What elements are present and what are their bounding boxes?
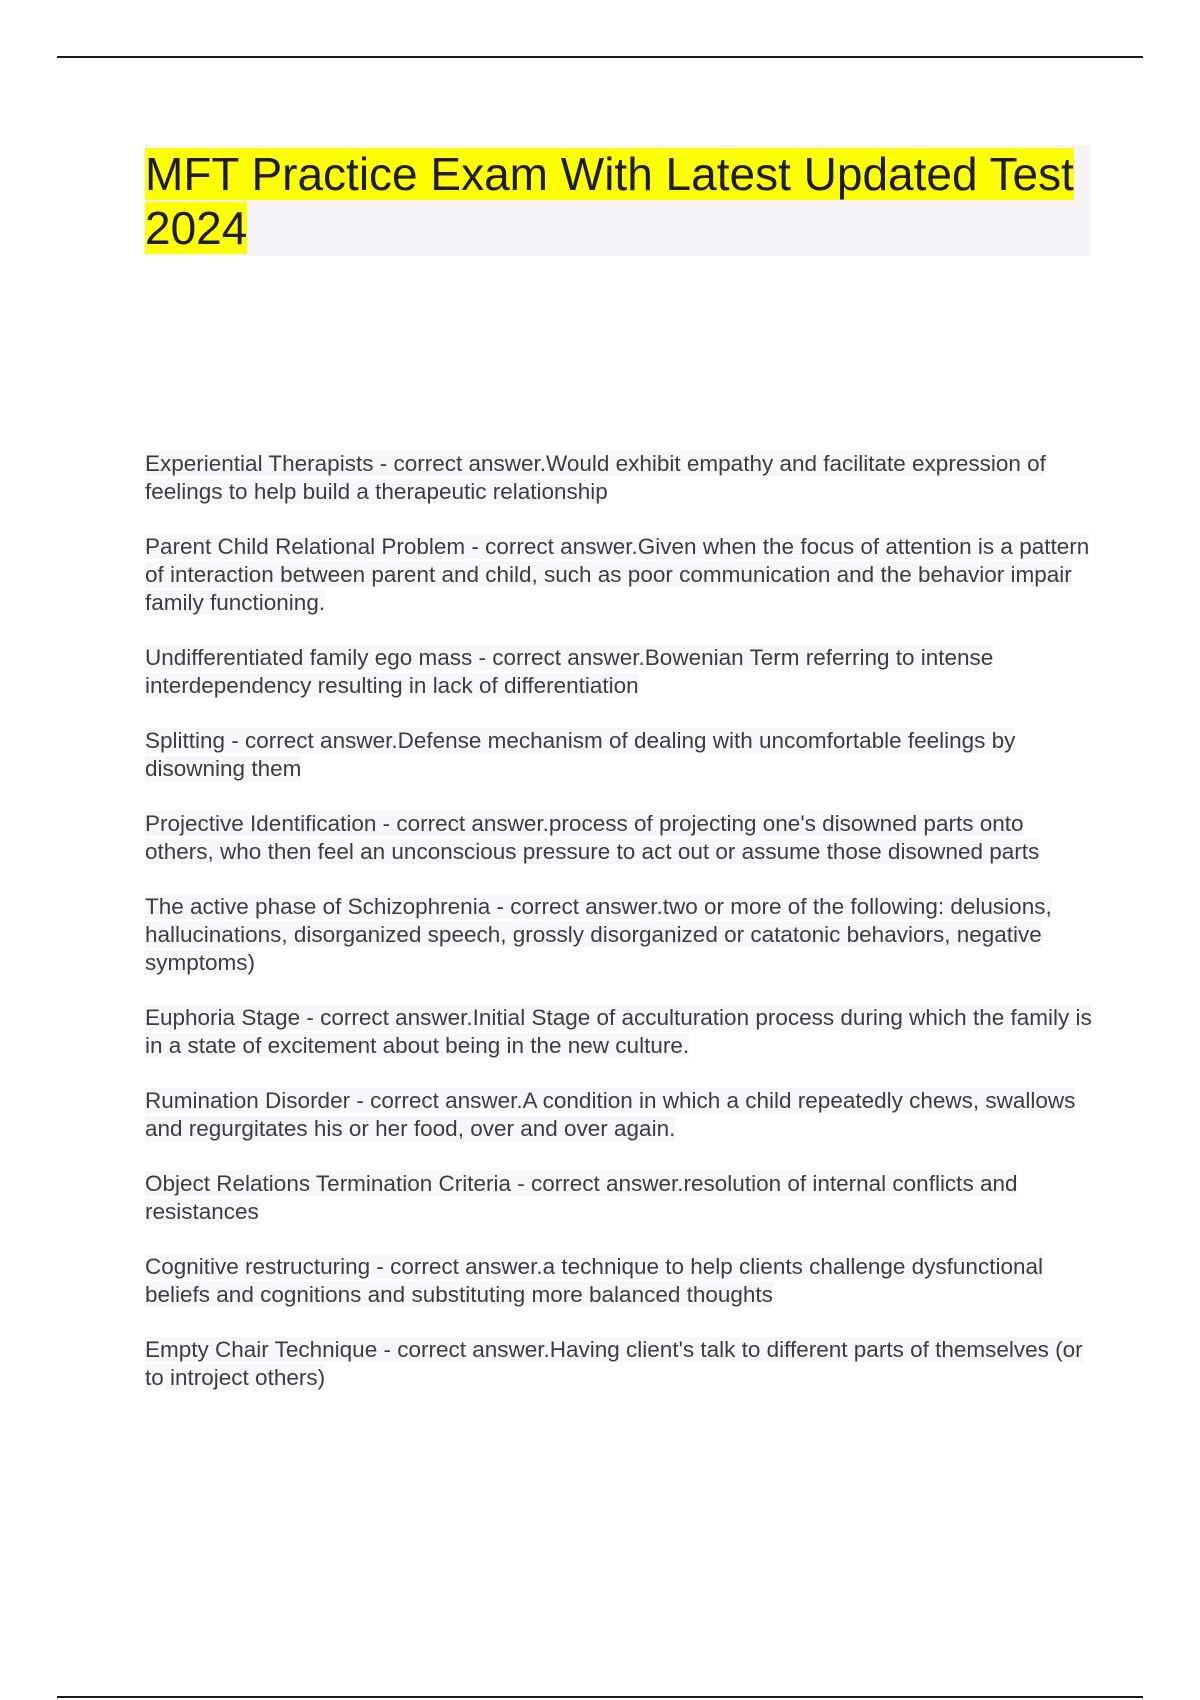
list-item xyxy=(145,810,1095,866)
list-item xyxy=(145,1087,1095,1143)
list-item xyxy=(145,1170,1095,1226)
list-item xyxy=(145,1336,1095,1392)
list-item-text: The active phase of Schizophrenia - correct answer.two or more of the following: delusions, hallucinations, disorganized speech, grossly disorganized or catatonic behaviors, negative symptoms) xyxy=(145,894,1052,975)
list-item-text: Rumination Disorder - correct answer.A condition in which a child repeatedly chews, swallows and regurgitates his or her food, over and over again. xyxy=(145,1088,1076,1141)
list-item xyxy=(145,533,1095,617)
top-divider xyxy=(57,56,1143,58)
document-title-highlight: MFT Practice Exam With Latest Updated Test 2024 xyxy=(145,148,1074,254)
list-item-text: Object Relations Termination Criteria - correct answer.resolution of internal conflicts and resistances xyxy=(145,1171,1018,1224)
title-block xyxy=(145,145,1091,256)
list-item-text: Projective Identification - correct answer.process of projecting one's disowned parts onto others, who then feel an unconscious pressure to act out or assume those disowned parts xyxy=(145,811,1040,864)
list-item-text: Parent Child Relational Problem - correct answer.Given when the focus of attention is a pattern of interaction between parent and child, such as poor communication and the behavior impair family functioning. xyxy=(145,534,1090,615)
list-item xyxy=(145,644,1095,700)
document-title xyxy=(145,145,1091,255)
list-item xyxy=(145,893,1095,977)
list-item xyxy=(145,1253,1095,1309)
list-item-text: Undifferentiated family ego mass - correct answer.Bowenian Term referring to intense interdependency resulting in lack of differentiation xyxy=(145,645,994,698)
list-item-text: Cognitive restructuring - correct answer.a technique to help clients challenge dysfunctional beliefs and cognitions and substituting more balanced thoughts xyxy=(145,1254,1043,1307)
list-item xyxy=(145,727,1095,783)
list-item xyxy=(145,1004,1095,1060)
bottom-divider xyxy=(57,1696,1143,1698)
list-item-text: Splitting - correct answer.Defense mechanism of dealing with uncomfortable feelings by disowning them xyxy=(145,728,1016,781)
question-answer-list xyxy=(145,450,1095,1419)
list-item xyxy=(145,450,1095,506)
list-item-text: Empty Chair Technique - correct answer.Having client's talk to different parts of themselves (or to introject others) xyxy=(145,1337,1083,1390)
list-item-text: Experiential Therapists - correct answer.Would exhibit empathy and facilitate expression of feelings to help build a therapeutic relationship xyxy=(145,451,1046,504)
list-item-text: Euphoria Stage - correct answer.Initial Stage of acculturation process during which the family is in a state of excitement about being in the new culture. xyxy=(145,1005,1092,1058)
